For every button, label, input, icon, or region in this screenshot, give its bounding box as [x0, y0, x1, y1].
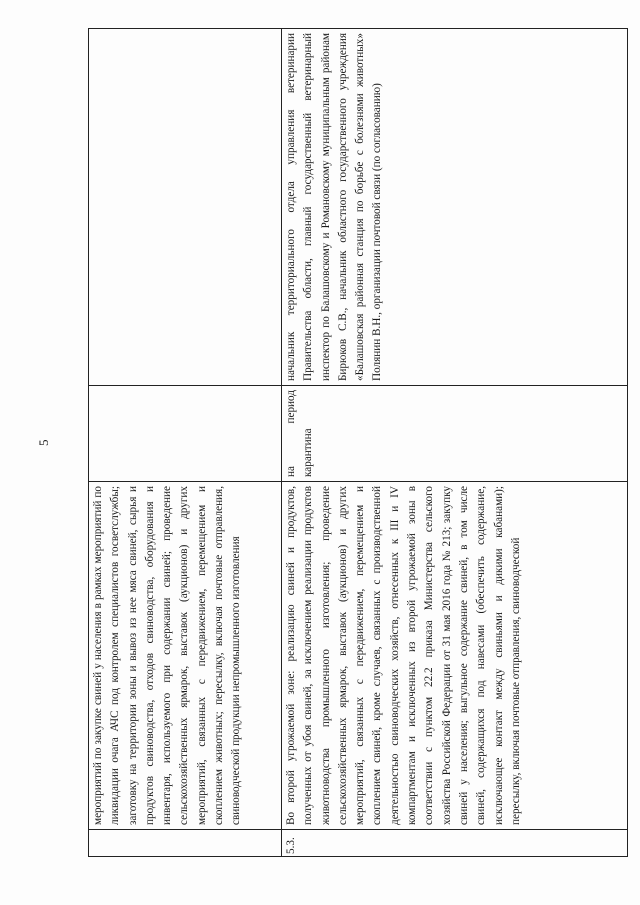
page-number: 5: [36, 439, 51, 446]
table-row: [89, 29, 282, 857]
term-cell: на период карантина: [282, 386, 628, 482]
table-row: [282, 29, 628, 857]
action-cell: Во второй угрожаемой зоне: реализацию свиней и продуктов, полученных от убоя свиней, за исключением реализации продуктов животноводства промышленного изготовления; проведение сельскохозяйственных ярмарок, выставок (аукционов) и других мероприятий, связанных с передвижением, перемещением и скоплением свиней, кроме случаев, связанных с производственной деятельностью свиноводческих хозяйств, отнесенных к III и IV компартментам и исключенных из второй угрожаемой зоны в соответствии с пунктом 22.2 приказа Министерства сельского хозяйства Российской Федерации от 31 мая 2016 года № 213; закупку свиней у населения; выгульное содержание свиней, в том числе свиней, содержащихся под навесами (обеспечить содержание, исключающее контакт между свиньями и дикими кабанами); пересылку, включая почтовые отправления, свиноводческой: [282, 482, 628, 830]
rotated-page-content: [88, 29, 628, 857]
row-number-cell: 5.3.: [282, 830, 628, 857]
measures-table: [88, 28, 628, 857]
responsible-cell: [89, 29, 282, 386]
term-cell: [89, 386, 282, 482]
row-number-cell: [89, 830, 282, 857]
action-cell: мероприятий по закупке свиней у населения в рамках мероприятий по ликвидации очага АЧС под контролем специалистов госветслужбы; заготовку на территории зоны и вывоз из нее мяса свиней, сырья и продуктов свиноводства, отходов свиноводства, оборудования и инвентаря, используемого при содержании свиней; проведение сельскохозяйственных ярмарок, выставок (аукционов) и других мероприятий, связанных с передвижением, перемещением и скоплением животных; пересылку, включая почтовые отправления, свиноводческой продукции непромышленного изготовления: [89, 482, 282, 830]
responsible-cell: начальник территориального отдела управления ветеринарии Правительства области, главный государственный ветеринарный инспектор по Балашовскому и Романовскому муниципальным районам Бирюков С.В., начальник областного государственного учреждения «Балашовская районная станция по борьбе с болезнями животных» Полянин В.Н., организации почтовой связи (по согласованию): [282, 29, 628, 386]
